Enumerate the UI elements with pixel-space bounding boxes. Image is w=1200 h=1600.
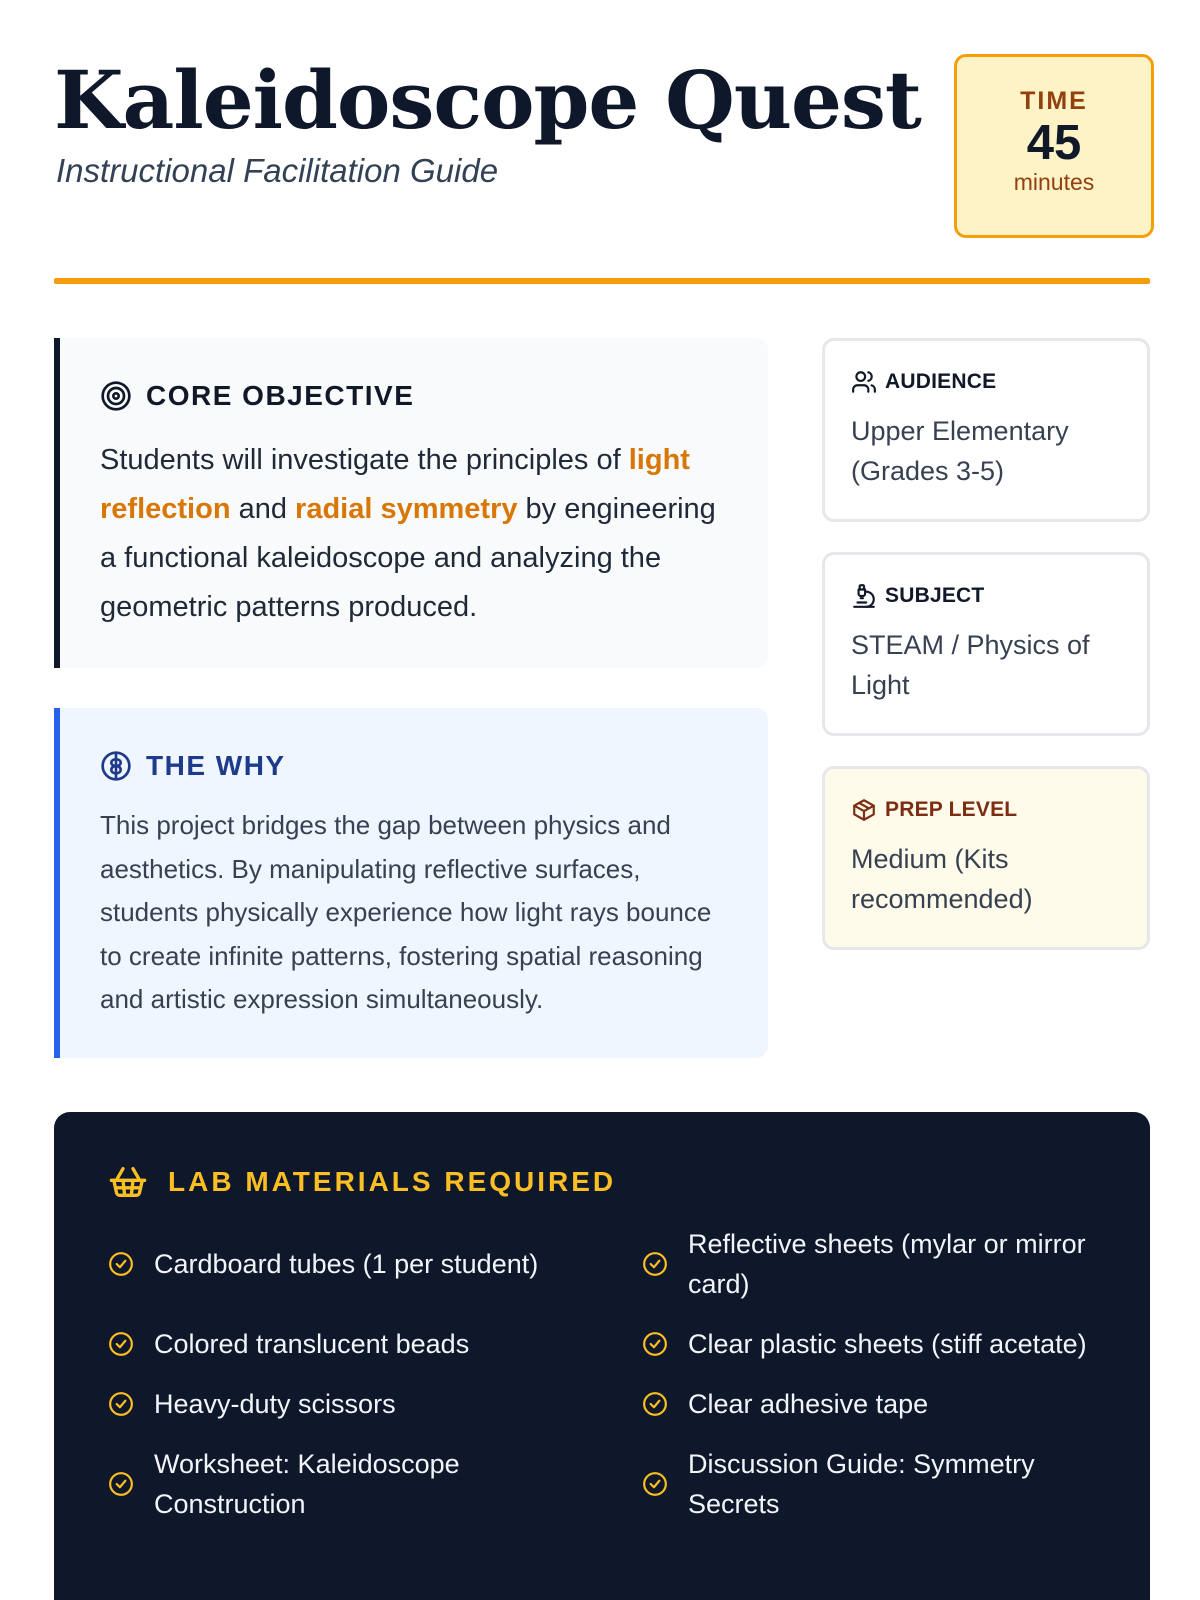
check-circle-icon	[642, 1471, 668, 1497]
material-label: Reflective sheets (mylar or mirror card)	[688, 1229, 1086, 1299]
material-item	[108, 1324, 588, 1364]
material-label: Cardboard tubes (1 per student)	[154, 1249, 539, 1279]
material-item	[108, 1444, 588, 1524]
highlight-light-reflection: light reflection	[100, 444, 690, 525]
core-objective-card	[54, 338, 768, 668]
material-label: Clear adhesive tape	[688, 1389, 929, 1419]
objective-text-part: Students will investigate the principles of	[100, 444, 629, 476]
core-objective-heading	[100, 376, 728, 416]
subject-value: STEAM / Physics of Light	[851, 630, 1090, 700]
target-icon	[100, 380, 132, 412]
lab-materials-panel	[54, 1112, 1150, 1600]
page-subtitle: Instructional Facilitation Guide	[56, 152, 499, 189]
subject-card	[822, 552, 1150, 736]
audience-heading	[851, 367, 1121, 397]
prep-level-card	[822, 766, 1150, 950]
highlight-radial-symmetry: radial symmetry	[295, 493, 518, 525]
time-badge	[954, 54, 1154, 238]
time-unit: minutes	[1013, 169, 1095, 196]
check-circle-icon	[642, 1331, 668, 1357]
audience-card	[822, 338, 1150, 522]
prep-level-value: Medium (Kits recommended)	[851, 844, 1033, 914]
check-circle-icon	[108, 1331, 134, 1357]
audience-label: AUDIENCE	[885, 370, 997, 393]
core-objective-text	[100, 436, 728, 632]
prep-level-label: PREP LEVEL	[885, 798, 1018, 821]
lab-materials-title: LAB MATERIALS REQUIRED	[168, 1166, 617, 1197]
check-circle-icon	[108, 1391, 134, 1417]
brain-icon	[100, 750, 132, 782]
core-objective-title: CORE OBJECTIVE	[146, 380, 415, 411]
material-label: Heavy-duty scissors	[154, 1389, 396, 1419]
check-circle-icon	[108, 1471, 134, 1497]
the-why-text: This project bridges the gap between physics and aesthetics. By manipulating reflective surfaces, students physically experience how light rays bounce to create infinite patterns, fostering spatial reasoning and artistic expression simultaneously.	[100, 810, 712, 1014]
check-circle-icon	[108, 1251, 134, 1277]
time-value: 45	[1026, 116, 1082, 170]
material-item	[108, 1244, 588, 1284]
package-icon	[851, 797, 877, 823]
the-why-title: THE WHY	[146, 750, 286, 781]
material-item	[108, 1384, 588, 1424]
material-item	[642, 1444, 1122, 1524]
material-label: Colored translucent beads	[154, 1329, 470, 1359]
basket-icon	[108, 1162, 148, 1202]
objective-text-part: by engineering a functional kaleidoscope and analyzing the geometric patterns produced.	[100, 493, 716, 623]
material-item	[642, 1384, 1122, 1424]
microscope-icon	[851, 583, 877, 609]
the-why-card	[54, 708, 768, 1058]
page-header	[54, 52, 1150, 284]
material-item	[642, 1324, 1142, 1364]
material-label: Clear plastic sheets (stiff acetate)	[688, 1329, 1087, 1359]
material-label: Worksheet: Kaleidoscope Construction	[154, 1449, 460, 1519]
lab-materials-heading	[108, 1162, 1094, 1202]
material-label: Discussion Guide: Symmetry Secrets	[688, 1449, 1035, 1519]
page-title: Kaleidoscope Quest	[54, 53, 921, 147]
audience-value: Upper Elementary (Grades 3-5)	[851, 416, 1069, 486]
the-why-heading	[100, 746, 728, 786]
check-circle-icon	[642, 1391, 668, 1417]
subject-label: SUBJECT	[885, 584, 985, 607]
users-icon	[851, 369, 877, 395]
material-item	[642, 1224, 1122, 1304]
time-label: TIME	[1020, 87, 1088, 115]
subject-heading	[851, 581, 1121, 611]
objective-text-part: and	[230, 493, 296, 525]
prep-level-heading	[851, 795, 1121, 825]
header-divider	[54, 278, 1150, 284]
check-circle-icon	[642, 1251, 668, 1277]
